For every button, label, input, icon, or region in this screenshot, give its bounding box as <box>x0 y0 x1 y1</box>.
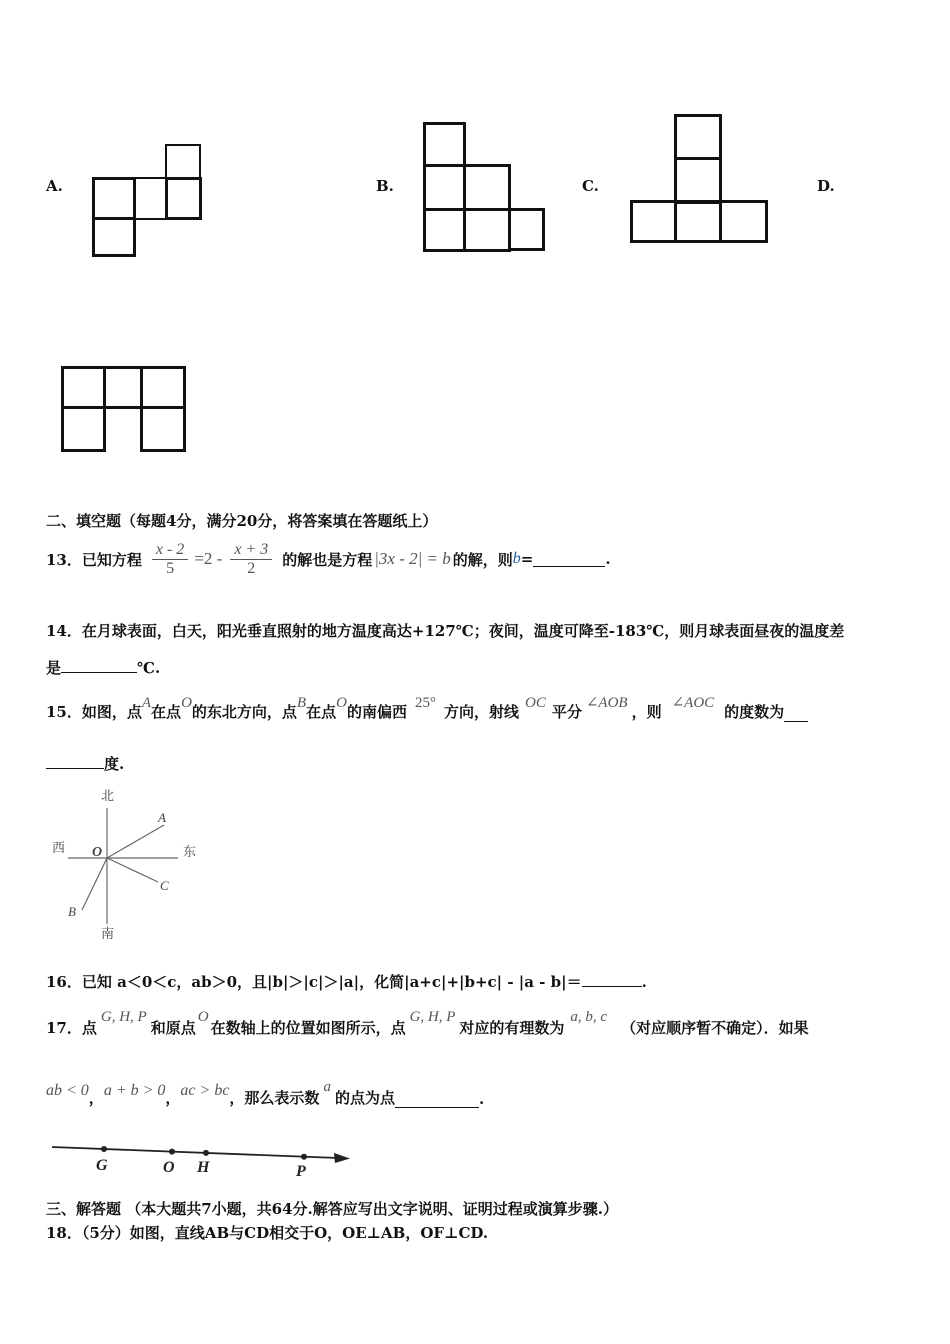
q17-numbers-abc: a, b, c <box>570 1009 608 1025</box>
ray-oc <box>107 858 158 882</box>
q16-answer-blank <box>582 972 642 987</box>
question-15 <box>46 692 808 722</box>
q13-mid: 的解也是方程 <box>282 550 373 569</box>
net-square <box>92 177 136 220</box>
q13-lead: 13．已知方程 <box>46 550 142 569</box>
net-square <box>140 366 186 409</box>
q17-end: . <box>478 1090 485 1108</box>
ray-oa <box>107 825 164 858</box>
west-label: 西 <box>52 840 66 855</box>
net-square <box>165 177 202 220</box>
net-square <box>463 208 511 252</box>
point-g-label: G <box>96 1157 108 1174</box>
question-18: 18．（5分）如图，直线AB与CD相交于O，OE⊥AB，OF⊥CD. <box>46 1224 489 1242</box>
q13-fraction-2 <box>230 541 272 578</box>
q13-tail: 的解，则 <box>452 550 513 569</box>
q17-p2: 和原点 <box>150 1019 196 1037</box>
question-17-line-2 <box>46 1078 484 1108</box>
q15-point-b: B <box>296 695 307 711</box>
section-3-heading: 三、解答题 （本大题共7小题，共64分.解答应写出文字说明、证明过程或演算步骤.） <box>46 1200 618 1218</box>
q15-p1: 15．如图，点 <box>46 703 142 721</box>
q15-answer-blank-a <box>784 707 808 722</box>
number-line-arrow <box>334 1153 350 1163</box>
q13-abs-equation: |3x - 2| = b <box>374 549 451 568</box>
net-square <box>674 157 722 204</box>
q15-p2: 在点 <box>151 703 182 721</box>
net-square <box>674 114 722 160</box>
q16-text: 16．已知 a＜0＜c，ab＞0，且|b|＞|c|＞|a|，化简|a+c|+|b+c| - |a - b|＝ <box>46 973 582 991</box>
q14-lead: 是 <box>46 659 62 677</box>
q15-angle-value: 25° <box>414 695 436 711</box>
point-h-dot <box>203 1150 209 1156</box>
q13-frac1-den: 5 <box>166 559 175 577</box>
q17-number-a: a <box>323 1079 331 1095</box>
q15-angle-aob: ∠AOB <box>585 695 628 711</box>
q14-answer-blank <box>61 658 137 673</box>
option-a-label: A. <box>46 177 63 195</box>
net-square <box>133 177 168 220</box>
number-line-axis <box>52 1147 338 1158</box>
q15-p4: 在点 <box>306 703 337 721</box>
q15-ray-oc: OC <box>524 695 546 711</box>
question-14-line-2 <box>46 657 160 678</box>
south-label: 南 <box>101 926 115 941</box>
option-d-label: D. <box>817 177 835 195</box>
net-square <box>92 217 136 257</box>
net-square <box>140 406 186 452</box>
net-square <box>508 208 545 251</box>
point-h-label: H <box>197 1159 210 1176</box>
q15-p5: 的南偏西 <box>346 703 407 721</box>
q16-end: . <box>641 973 647 991</box>
q17-p4: 对应的有理数为 <box>459 1019 565 1037</box>
q15-unit: 度. <box>104 755 125 773</box>
q17-comma-2: ， <box>165 1089 181 1107</box>
q15-answer-blank-b <box>46 754 104 769</box>
q13-frac1-num: x - 2 <box>152 541 188 560</box>
north-label: 北 <box>101 788 115 803</box>
net-square <box>165 144 201 180</box>
ray-ob <box>82 858 107 910</box>
question-14-line-1: 14．在月球表面，白天，阳光垂直照射的地方温度高达+127℃；夜间，温度可降至-183℃，则月球表面昼夜的温度差 <box>46 622 845 640</box>
q15-angle-aoc: ∠AOC <box>671 695 715 711</box>
net-square <box>423 164 466 211</box>
net-square <box>61 366 106 409</box>
number-line <box>46 1140 356 1180</box>
q13-equals: =2 - <box>194 549 223 568</box>
q17-origin-o: O <box>197 1009 209 1025</box>
q17-points-ghp-2: G, H, P <box>409 1009 456 1025</box>
q17-condition-2: a + b > 0 <box>103 1082 166 1099</box>
question-13 <box>46 534 611 584</box>
q13-frac2-num: x + 3 <box>230 541 272 560</box>
q17-answer-blank <box>395 1093 479 1108</box>
q15-point-o-2: O <box>336 695 347 711</box>
compass-diagram <box>46 786 216 942</box>
net-square <box>719 200 768 243</box>
q15-p3: 的东北方向，点 <box>191 703 297 721</box>
q17-p5: （对应顺序暂不确定）．如果 <box>621 1019 809 1037</box>
section-2-heading: 二、填空题（每题4分，满分20分，将答案填在答题纸上） <box>46 512 438 530</box>
net-square <box>674 200 722 243</box>
net-square <box>630 200 677 243</box>
question-17 <box>46 1008 809 1038</box>
q13-frac2-den: 2 <box>247 559 256 577</box>
point-a-label: A <box>158 810 166 825</box>
q13-var-b: b <box>512 550 521 567</box>
net-square <box>463 164 511 211</box>
q17-condition-3: ac > bc <box>180 1082 230 1099</box>
q17-p1: 17．点 <box>46 1019 97 1037</box>
q17-condition-1: ab < 0 <box>46 1082 89 1099</box>
point-p-dot <box>301 1154 307 1160</box>
east-label: 东 <box>183 844 197 859</box>
point-g-dot <box>101 1146 107 1152</box>
q17-comma-1: ， <box>88 1089 104 1107</box>
q13-end: . <box>605 550 611 568</box>
point-b-label: B <box>68 904 76 919</box>
option-b-label: B. <box>376 177 394 195</box>
net-square <box>103 366 143 409</box>
q17-p6: ，那么表示数 <box>229 1089 320 1107</box>
net-square <box>423 122 466 167</box>
point-c-label: C <box>160 878 169 893</box>
q15-point-o: O <box>181 695 192 711</box>
q15-p7: 平分 <box>551 703 582 721</box>
q17-p7: 的点为点 <box>334 1089 395 1107</box>
point-p-label: P <box>296 1163 306 1180</box>
point-o-label: O <box>92 845 103 860</box>
q15-point-a: A <box>141 695 152 711</box>
q15-p9: 的度数为 <box>724 703 785 721</box>
option-c-label: C. <box>582 177 599 195</box>
q14-unit: ℃. <box>137 659 161 677</box>
net-square <box>423 208 466 252</box>
q13-fraction-1 <box>152 541 188 578</box>
q13-eqsign: = <box>520 550 534 568</box>
q13-answer-blank <box>533 552 605 567</box>
q15-p6: 方向，射线 <box>443 703 519 721</box>
net-square <box>61 406 106 452</box>
q15-p8: ，则 <box>631 703 662 721</box>
point-o-label: O <box>163 1159 175 1176</box>
q17-p3: 在数轴上的位置如图所示，点 <box>210 1019 406 1037</box>
question-15-line-2 <box>46 753 124 774</box>
question-16 <box>46 971 647 992</box>
q17-points-ghp: G, H, P <box>100 1009 147 1025</box>
point-o-dot <box>169 1149 175 1155</box>
